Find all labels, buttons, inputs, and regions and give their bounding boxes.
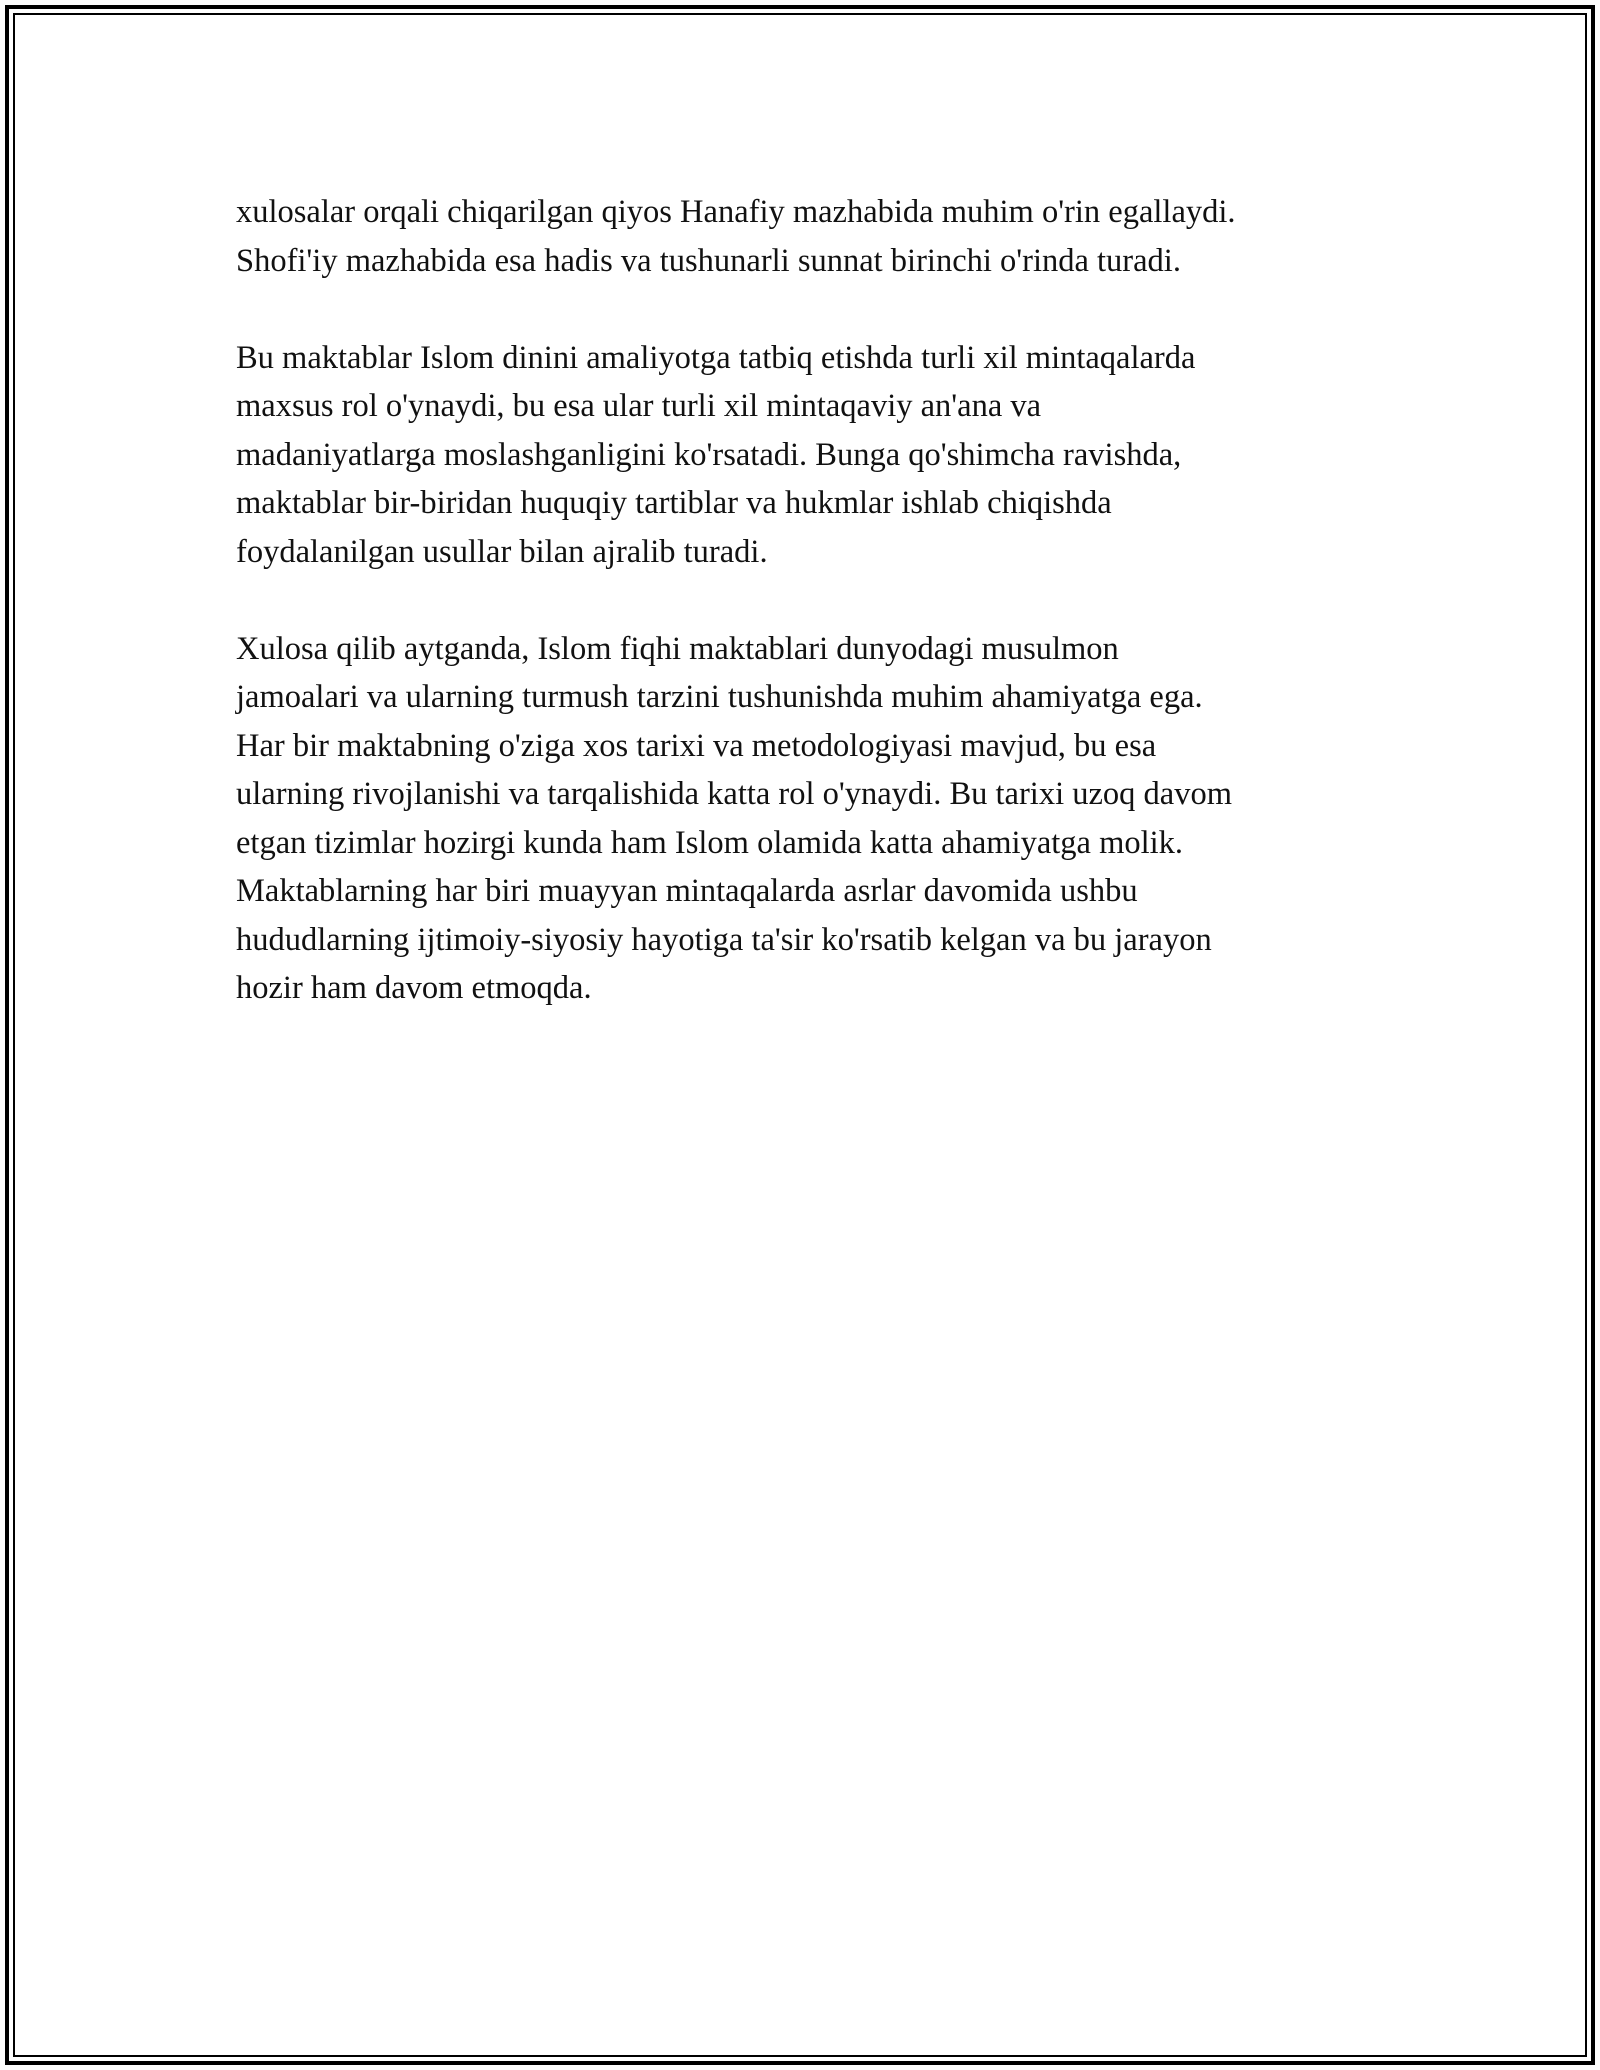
text-line: ularning rivojlanishi va tarqalishida katta rol o'ynaydi. Bu tarixi uzoq davom	[236, 776, 1232, 812]
paragraph-3	[236, 625, 1396, 1013]
text-line: jamoalari va ularning turmush tarzini tushunishda muhim ahamiyatga ega.	[236, 679, 1203, 715]
document-body	[236, 188, 1396, 1061]
text-line: etgan tizimlar hozirgi kunda ham Islom olamida katta ahamiyatga molik.	[236, 824, 1184, 861]
text-line: Maktablarning har biri muayyan mintaqalarda asrlar davomida ushbu	[236, 873, 1138, 909]
text-line: Xulosa qilib aytganda, Islom fiqhi maktablari dunyodagi musulmon	[236, 630, 1119, 667]
text-line: hududlarning ijtimoiy-siyosiy hayotiga ta'sir ko'rsatib kelgan va bu jarayon	[236, 921, 1212, 958]
text-line: Bu maktablar Islom dinini amaliyotga tatbiq etishda turli xil mintaqalarda	[236, 339, 1196, 376]
paragraph-2	[236, 334, 1396, 577]
text-line: maktablar bir-biridan huquqiy tartiblar va hukmlar ishlab chiqishda	[236, 485, 1112, 521]
text-line: Har bir maktabning o'ziga xos tarixi va metodologiyasi mavjud, bu esa	[236, 727, 1157, 764]
text-line: xulosalar orqali chiqarilgan qiyos Hanafiy mazhabida muhim o'rin egallaydi.	[236, 194, 1236, 230]
text-line: madaniyatlarga moslashganligini ko'rsatadi. Bunga qo'shimcha ravishda,	[236, 436, 1182, 473]
text-line: hozir ham davom etmoqda.	[236, 970, 592, 1006]
paragraph-1	[236, 188, 1396, 285]
text-line: foydalanilgan usullar bilan ajralib turadi.	[236, 533, 768, 570]
text-line: Shofi'iy mazhabida esa hadis va tushunarli sunnat birinchi o'rinda turadi.	[236, 242, 1181, 279]
text-line: maxsus rol o'ynaydi, bu esa ular turli xil mintaqaviy an'ana va	[236, 388, 1042, 424]
